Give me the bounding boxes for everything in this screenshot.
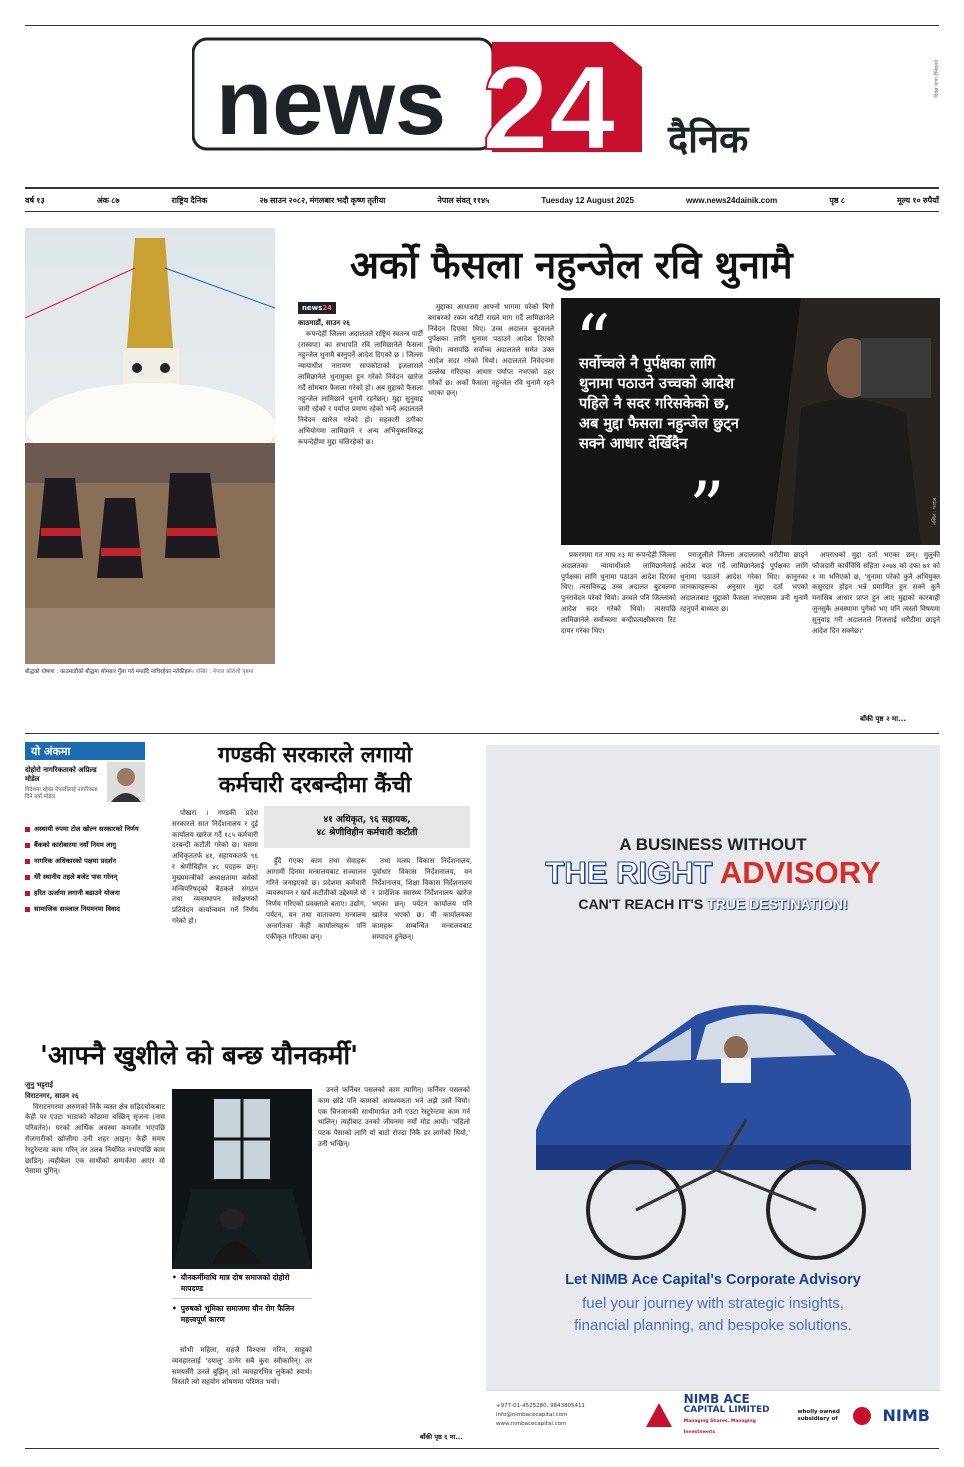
sidebar-item-text: नागरिक अधिकारको पक्षमा प्रदर्शन: [34, 857, 116, 865]
bullet-icon: [25, 827, 30, 832]
lead-col-1: [298, 318, 423, 724]
nimb-ace-advertisement[interactable]: [486, 745, 940, 1440]
top-rule: [25, 25, 939, 26]
ad-line-3b: TRUE DESTINATION!: [707, 896, 848, 912]
bullet-icon: [25, 907, 30, 912]
page-number: पृष्ठ ८: [829, 195, 845, 205]
lead-col-1-text: रूपन्देही जिल्ला अदालतले राष्ट्रिय स्वतन्त्र पार्टी (रास्वपा) का सभापति रवि लामिछानेले फैसला नहुन्जेल थुनामै बस्नुपर्ने आदेश दिएको छ । जिल्ला न्यायाधीश नारायण सापकोटाको इजलासले लामिछानेले थुनामुक्त हुन गरेको निवेदन खारेज गर्दै सोमबार फैसला गरेको हो। अब मुद्दाको फैसला नहुन्जेल लामिछाने थुनामै रहनेछन्। मुद्दा सुनुवाइ जारी रहेको र पर्याप्त प्रमाण रहेको भन्दै अदालतले निवेदन खारेज गरेको हो। सहकारी ठगीका अभियोगमा लामिछाने र अन्य अभियुक्तविरुद्ध रूपन्देहीमा मुद्दा चलिरहेको छ।: [298, 329, 423, 446]
feature-bullet: [172, 1272, 312, 1299]
sidebar-item-text: बैंकको कारोबारमा नयाँ नियम लागु: [34, 841, 116, 849]
sidebar-item-text: हरित ऊर्जामा लगानी बढाउने योजना: [34, 889, 120, 897]
feature-col-1-text: विराटनगरमा अरुणको निकै व्यस्त क्षेत्र सहिदचोकबाट केही पर एउटा भाडाको कोठामा बस्छिन् सृजना (नाम परिवर्तन)। घरको आर्थिक अवस्था कमजोर भएपछि रोजगारीको खोजीमा उनी शहर आइन्। केही समय रेस्टुरेन्टमा काम गरिन् तर तलब नियमित नभएपछि काम छाडिन्। त्यहीबेला एक साथीको सम्पर्कमा आएर यो पेसामा पुगिन्।: [25, 1102, 165, 1176]
sidebar-item-text: अस्थायी रुपमा टोल खोल्न सरकारको निर्णय: [34, 825, 139, 833]
ad-line-3a: CAN'T REACH IT'S: [578, 896, 708, 912]
news24-mini-logo: news24: [298, 302, 336, 314]
ad-sub-1: fuel your journey with strategic insights,: [582, 1295, 844, 1312]
lead-col-2: [428, 302, 554, 724]
ad-line-2b: ADVISORY: [719, 855, 881, 890]
sidebar-item[interactable]: [25, 889, 145, 898]
ad-line-1: A BUSINESS WITHOUT: [619, 835, 807, 854]
photo-credit: तस्बिर : नेपाल कोरोशी पृष्ठमा: [195, 669, 254, 675]
ad-brand-sub: CAPITAL LIMITED: [683, 1404, 770, 1415]
sidebar-feature-text: विदेशमा रहेका नेपालीलाई नागरिकता दिने नयाँ मोडेल: [25, 787, 98, 800]
sidebar-item[interactable]: [25, 841, 145, 850]
sidebar-feature-title: दोहोरो नागरिकताको अप्रिल्ड मोडेल: [25, 766, 97, 783]
car-bicycle-illustration: [516, 970, 916, 1270]
gandaki-col-1-text: पोखरा । गण्डकी प्रदेश सरकारले सात निर्देशनालय र दुई कार्यालय खारेज गर्दै १८५ कर्मचारी दरबन्दी कटौती गरेको छ। यसमा अधिकृततर्फ ४१, सहायकतर्फ ९६ र श्रेणीविहीन ४८ पदहरू छन्। मुख्यमन्त्रीको अध्यक्षतामा बसेको मन्त्रिपरिषद्‌को बैठकले संगठन तथा व्यवस्थापन सर्वेक्षणको प्रतिवेदन कार्यान्वयन गर्ने निर्णय गरेको हो।: [172, 809, 258, 925]
gandaki-col-2: [266, 856, 366, 1013]
issue: अंक ८७: [96, 195, 120, 205]
dateline-band: [25, 190, 939, 210]
ad-contacts: [496, 1402, 634, 1429]
lead-photo-caption: [25, 668, 275, 676]
feature-col-2-text: सोभी महिला, सहजै विश्वास गरिन, साहुको व्यवहारलाई 'दयालु' ठानेर सबै कुरा स्वीकारिन्। तर समयसँगै उनले बुझिन् त्यो व्यवहारभित्र लुकेको स्वार्थ। विस्तारै त्यो सहयोग शोषणमा परिणत भयो।: [172, 1346, 312, 1387]
lead-col-4-text: पराजुलीले जिल्ला अदालतको धरौटीमा छाड्ने आदेश बदर गर्दै लामिछानेलाई पुर्पक्षका लागि थुनामा पठाउने आदेश गरेका थिए। कानुनका जानकारहरूका अनुसार मुद्दा दर्ता भएको अदालतबाट मुद्दाको फैसला नभएसम्म उनी थुनामै रहनुपर्ने बाध्यता छ।: [680, 551, 808, 613]
volume: वर्ष १३: [25, 195, 45, 205]
lead-byline: काठमाडौं, साउन २६: [298, 319, 350, 327]
feature-headline[interactable]: 'आफ्नै खुशीले को बन्छ यौनकर्मी': [40, 1041, 359, 1071]
logo-number: 24: [482, 41, 616, 167]
mid-rule: [25, 733, 939, 734]
lead-col-5: [812, 550, 940, 710]
nepali-date: २७ साउन २०८२, मंगलबार भदौ कृष्ण तृतीया: [259, 195, 386, 205]
ad-brand: NIMB ACE: [683, 1391, 750, 1406]
feature-bullet-text: यौनकर्मीमाथि मात्र दोष समाजको दोहोरो मापदण्ड: [180, 1273, 290, 1293]
feature-col-3: [318, 1085, 470, 1431]
open-quote-icon: “: [575, 300, 611, 382]
lead-photo: [25, 228, 275, 664]
masthead-logo: [192, 37, 662, 167]
bullet-icon: [25, 891, 30, 896]
bullet-icon: •: [172, 1304, 177, 1313]
feature-col-1: [25, 1080, 165, 1442]
gandaki-headline[interactable]: [160, 740, 470, 800]
gandaki-subhead-line1: ४१ अधिकृत, ९६ सहायक,: [323, 815, 411, 825]
lead-col-5-text: अपराधको मुद्दा दर्ता भएका छन्। मुलुकी फौजदारी कार्यविधि संहिता २०७४ को दफा ७१ को १ मा भनिएको छ, 'थुनामा परेको कुनै अभियुक्त कसुरदार होइन भन्ने प्रमाणित हुन सक्ने कुनै मनासिब आधार प्राप्त हुन आए मुद्दाको कारबाही जुनसुकै अवस्थामा पुगेको भए पनि त्यस्तो विषयमा सुनुवाइ गरी अदालतले निजलाई धरौटीमा छाड्ने आदेश दिन सक्नेछ।': [812, 551, 940, 635]
ad-sub-2: financial planning, and bespoke solutions.: [574, 1317, 852, 1334]
sidebar-item[interactable]: [25, 873, 145, 882]
photo-caption-text: बौद्धको घोषणा : काठमाडौंको बौद्धमा सोमबार गुँला पर्व मनाइँदै नाचिरहेका नर्तकीहरू।: [25, 669, 194, 675]
band-rule-top: [25, 187, 939, 189]
edition-label: दैनिक: [668, 116, 749, 161]
sidebar-item-text: धेरै स्थानीय तहले बजेट पास गरेनन्: [34, 873, 118, 881]
band-rule-bottom: [25, 211, 939, 212]
in-this-issue-sidebar: [25, 742, 145, 1024]
nimb-logo-icon: [851, 1405, 873, 1427]
gandaki-headline-line2: कर्मचारी दरबन्दीमा कैंची: [218, 772, 412, 798]
logo-word: news: [216, 52, 447, 154]
feature-bullet-text: पुरुषको भूमिका समाजमा यौन रोग फैलिन महत्त्वपूर्ण कारण: [180, 1304, 295, 1324]
gandaki-headline-line1: गण्डकी सरकारले लगायो: [217, 742, 413, 768]
sidebar-feature[interactable]: [25, 766, 145, 818]
sidebar-title: यो अंकमा: [25, 742, 145, 760]
gandaki-col-1: [172, 808, 258, 1013]
gandaki-col-3: [372, 856, 472, 1013]
feature-col-3-text: उनले फर्निचर पसलको काम त्यागिन्। फर्निचर पसलको काम छोडे पनि कामको आवश्यकता भने अझै उस्तै थियो। एक चिनजानकी साथीमार्फत उनी एउटा रेस्टुरेन्टमा काम गर्न थालिन्। त्यहीबाट उनको जीवनमा नयाँ मोड आयो। 'पहिलो पटक पैसाको लागि यो बाटो रोज्दा निकै डर लागेको थियो,' उनी भन्छिन्।: [318, 1086, 470, 1148]
ad-brand-tag: Managing Shares. Managing Investments: [683, 1418, 756, 1435]
gandaki-subhead: [264, 806, 470, 848]
ad-web[interactable]: www.nimbacecapital.com: [496, 1421, 567, 1427]
feature-byline-place: विराटनगर, साउन २६: [25, 1091, 79, 1100]
website[interactable]: www.news24dainik.com: [685, 195, 778, 205]
ad-footer: [486, 1390, 940, 1440]
ad-line-3: [486, 896, 940, 912]
sidebar-item[interactable]: [25, 857, 145, 866]
sidebar-list: [25, 825, 145, 914]
ad-phone[interactable]: +977-01-4525280, 9843805411: [496, 1403, 586, 1409]
lead-col-4: [680, 550, 808, 724]
feature-byline-name: जुनु भट्टराई: [25, 1081, 53, 1089]
feature-bullets: [172, 1272, 312, 1325]
sidebar-item[interactable]: [25, 825, 145, 834]
nimb-ace-logo-icon: [644, 1401, 674, 1431]
ad-parent: NIMB: [882, 1406, 930, 1425]
bullet-icon: [25, 875, 30, 880]
avatar: [107, 762, 145, 802]
quote-photo-credit: तस्बिर : फाइल: [932, 498, 938, 525]
bullet-icon: [25, 843, 30, 848]
bullet-icon: [25, 859, 30, 864]
ad-line-2a: THE RIGHT: [545, 855, 720, 890]
gandaki-col-2-text: हुँदै गएका काम तथा सेवाहरू आगामी दिनमा मन्त्रालयबाट सञ्चालन गरिने जनाइएको छ। प्रदेशमा कर्मचारी व्यवस्थापन र खर्च कटौतीको उद्देश्यले यो निर्णय गरिएको प्रवक्ताले बताए। उद्योग, पर्यटन, वन तथा वातावरण मन्त्रालय अन्तर्गतका केही कार्यालयहरू पनि एकीकृत गरिएका छन्।: [266, 857, 366, 941]
feature-bullet: [172, 1299, 312, 1325]
price: मूल्य १० रुपैयाँ: [897, 195, 939, 205]
bottom-rule: [25, 1448, 939, 1449]
lead-continued[interactable]: बाँकी पृष्ठ २ मा...: [860, 715, 907, 723]
english-date: Tuesday 12 August 2025: [541, 195, 634, 205]
ad-email[interactable]: info@nimbacecapital.com: [496, 1412, 568, 1418]
gandaki-col-3-text: तथा मत्स्य विकास निर्देशनालय, पूर्वाधार विकास निर्देशनालय, वन निर्देशनालय, शिक्षा विकास निर्देशनालय र प्रादेशिक स्वास्थ्य निर्देशनालय खारेज भएका छन्। पर्यटन कार्यालय पनि खारेज भएको छ। यी कार्यालयका कामहरू सम्बन्धित मन्त्रालयबाट सम्पादन हुनेछन्।: [372, 857, 472, 941]
lead-col-2-text: मुद्दाका आधारमा आफ्नो भागमा परेको बिगो बराबरको रकम धरौटी राख्ने माग गर्दै लामिछानेले निवेदन दिएका थिए। उच्च अदालत बुटवलले पुर्पक्षका लागि थुनामा पठाउने आदेश दिएको थियो। त्यसपछि सर्वोच्च अदालतले समेत उक्त आदेश सदर गरेको थियो। अदालतले निवेदनमा उल्लेख गरिएका आधार पर्याप्त नभएको ठहर गरेको छ। अर्को फैसला नहुन्जेल रवि थुनामै रहने भएका छन्।: [428, 303, 554, 398]
feature-col-2: [172, 1345, 312, 1440]
ad-brand-block: [683, 1391, 788, 1438]
ad-owned-note: wholly owned subsidiary of: [797, 1408, 840, 1422]
lead-headline[interactable]: अर्को फैसला नहुन्जेल रवि थुनामै: [350, 242, 793, 287]
lead-col-3-text: प्रकरणमा गत माघ १३ मा रूपन्देही जिल्ला अदालतका न्यायाधीशले लामिछानेलाई पुर्पक्षका लागि थुनामा पठाउन आदेश दिएका थिए। त्यसविरुद्ध उच्च अदालत बुटवलमा पुनरावेदन परेको थियो। उच्चले पनि जिल्लाको आदेश सदर गरेको थियो। त्यसपछि लामिछानेले सर्वोच्चमा बन्दीप्रत्यक्षीकरण रिट दायर गरेका थिए।: [561, 551, 676, 635]
bullet-icon: •: [172, 1273, 177, 1282]
feature-continued[interactable]: बाँकी पृष्ठ ६ मा...: [420, 1433, 463, 1441]
ad-line-2: [486, 855, 940, 891]
sidebar-item[interactable]: [25, 905, 145, 914]
masthead-side-note: दिवस थापा दैनिकको: [934, 60, 940, 98]
close-quote-icon: ”: [689, 467, 725, 545]
nepal-era: नेपाल संवत् ११४५: [437, 195, 490, 205]
lead-col-3: [561, 550, 676, 724]
paper-type: राष्ट्रिय दैनिक: [171, 195, 208, 205]
sidebar-item-text: सामाजिक सञ्जाल नियमनमा विवाद: [34, 905, 120, 913]
pullquote-box: [561, 298, 940, 545]
pullquote-text: सर्वोच्चले नै पुर्पक्षका लागि थुनामा पठाउने उच्चको आदेश पहिले नै सदर गरिसकेको छ, अब मुद्दा फैसला नहुन्जेल छुट्न सक्ने आधार देखिँदैन: [579, 356, 739, 452]
ad-tagline: Let NIMB Ace Capital's Corporate Advisory: [565, 1272, 861, 1288]
gandaki-subhead-line2: ४८ श्रेणीविहीन कर्मचारी कटौती: [316, 828, 418, 838]
feature-photo: [172, 1089, 312, 1269]
